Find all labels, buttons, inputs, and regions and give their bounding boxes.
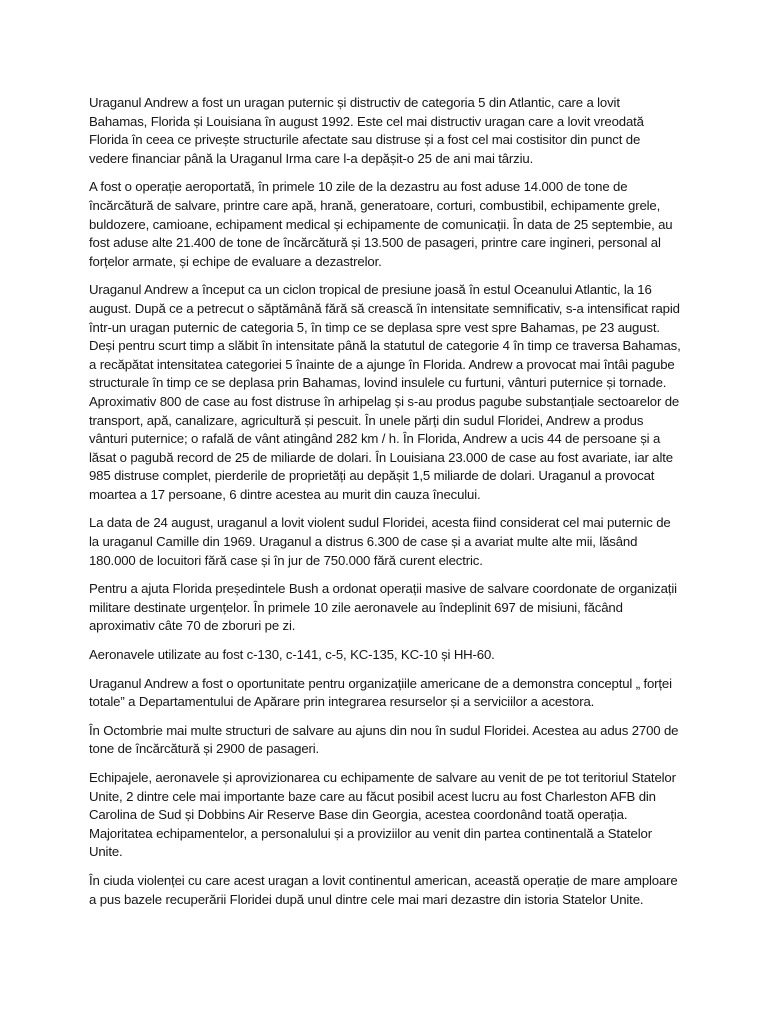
document-body [89, 94, 681, 919]
paragraph-conclusion: În ciuda violenței cu care acest uragan a lovit continentul american, această operație de mare amploare a pus bazele recuperării Floridei după unul dintre cele mai mari dezastre din istoria Statelor Unite. [89, 872, 678, 907]
paragraph-crews: Echipajele, aeronavele și aprovizionarea cu echipamente de salvare au venit de pe tot teritoriul Statelor Unite, 2 dintre cele mai importante baze care au făcut posibil acest lucru au fost Charleston AFB din Carolina de Sud și Dobbins Air Reserve Base din Georgia, acestea coordonând toată operația. Majoritatea echipamentelor, a personalului și a proviziilor au venit din partea continentală a Statelor Unite. [89, 770, 676, 860]
paragraph-aircraft: Aeronavele utilizate au fost c-130, c-141, c-5, KC-135, KC-10 și HH-60. [89, 647, 495, 663]
paragraph-october: În Octombrie mai multe structuri de salvare au ajuns din nou în sudul Floridei. Acestea au adus 2700 de tone de încărcătură și 2900 de pasageri. [89, 722, 679, 757]
paragraph-total-force: Uraganul Andrew a fost o oportunitate pentru organizațiile americane de a demonstra conceptul „ forței totale” a Departamentului de Apărare prin integrarea resurselor și a serviciilor a acestora. [89, 675, 672, 710]
paragraph-landfall: La data de 24 august, uraganul a lovit violent sudul Floridei, acesta fiind considerat cel mai puternic de la uraganul Camille din 1969. Uraganul a distrus 6.300 de case și a avariat multe alte mii, lăsând 180.000 de locuitori fără case și în jur de 750.000 fără curent electric. [89, 515, 671, 568]
paragraph-history: Uraganul Andrew a început ca un ciclon tropical de presiune joasă în estul Oceanului Atlantic, la 16 august. După ce a petrecut o săptămână fără să crească în intensitate semnificativ, s-a intensificat rapid într-un uragan puternic de categoria 5, în timp ce se deplasa spre vest spre Bahamas, pe 23 august. Deși pentru scurt timp a slăbit în intensitate până la statutul de categorie 4 în timp ce traversa Bahamas, a recăpătat intensitatea categoriei 5 înainte de a ajunge în Florida. Andrew a provocat mai întâi pagube structurale în timp ce se deplasa prin Bahamas, lovind insulele cu furtuni, vânturi puternice și tornade. Aproximativ 800 de case au fost distruse în arhipelag și s-au produs pagube substanțiale sectoarelor de transport, apă, canalizare, agricultură și pescuit. În unele părți din sudul Floridei, Andrew a produs vânturi puternice; o rafală de vânt atingând 282 km / h. În Florida, Andrew a ucis 44 de persoane și a lăsat o pagubă record de 25 de miliarde de dolari. În Louisiana 23.000 de case au fost avariate, iar alte 985 distruse complet, pierderile de proprietăți au depășit 1,5 miliarde de dolari. Uraganul a provocat moartea a 17 persoane, 6 dintre acestea au murit din cauza înecului. [89, 282, 681, 502]
paragraph-rescue-ops: Pentru a ajuta Florida președintele Bush a ordonat operații masive de salvare coordonate de organizații militare destinate urgențelor. În primele 10 zile aeronavele au îndeplinit 697 de misiuni, făcând aproximativ câte 70 de zboruri pe zi. [89, 581, 677, 634]
paragraph-airlift: A fost o operație aeroportată, în primele 10 zile de la dezastru au fost aduse 14.000 de tone de încărcătură de salvare, printre care apă, hrană, generatoare, corturi, combustibil, echipamente grele, buldozere, camioane, echipament medical și echipamente de comunicații. În data de 25 septembie, au fost aduse alte 21.400 de tone de încărcătură și 13.500 de pasageri, printre care ingineri, personal al forțelor armate, și echipe de evaluare a dezastrelor. [89, 179, 673, 269]
paragraph-intro: Uraganul Andrew a fost un uragan puternic și distructiv de categoria 5 din Atlantic, care a lovit Bahamas, Florida și Louisiana în august 1992. Este cel mai distructiv uragan care a lovit vreodată Florida în ceea ce privește structurile afectate sau distruse și a fost cel mai costisitor din punct de vedere financiar până la Uraganul Irma care l-a depășit-o 25 de ani mai târziu. [89, 95, 644, 166]
